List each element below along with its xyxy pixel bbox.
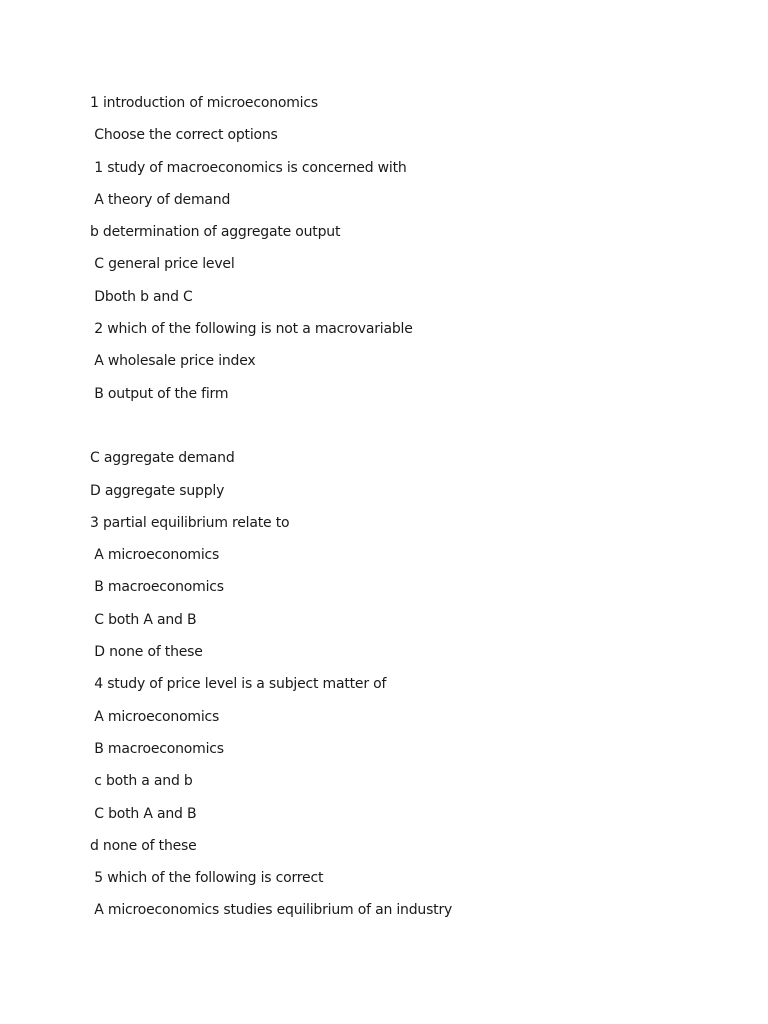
- question-4-option-c-lower: c both a and b: [90, 773, 193, 790]
- question-4: 4 study of price level is a subject matter of: [90, 676, 387, 693]
- question-1-option-d: Dboth b and C: [90, 288, 193, 305]
- question-1-option-b: b determination of aggregate output: [90, 224, 341, 241]
- question-2-option-d: D aggregate supply: [90, 482, 225, 499]
- question-1: 1 study of macroeconomics is concerned with: [90, 159, 407, 176]
- question-3-option-d: D none of these: [90, 644, 203, 661]
- question-2: 2 which of the following is not a macrovariable: [90, 321, 413, 338]
- blank-line: [90, 416, 710, 448]
- document-body: [90, 93, 710, 933]
- question-3-option-a: A microeconomics: [90, 547, 220, 564]
- question-2-option-b: B output of the firm: [90, 385, 229, 402]
- question-1-option-c: C general price level: [90, 256, 235, 273]
- question-5: 5 which of the following is correct: [90, 870, 324, 887]
- question-3: 3 partial equilibrium relate to: [90, 514, 290, 531]
- question-2-option-a: A wholesale price index: [90, 353, 256, 370]
- question-4-option-b: B macroeconomics: [90, 740, 224, 757]
- question-1-option-a: A theory of demand: [90, 191, 231, 208]
- question-3-option-b: B macroeconomics: [90, 579, 224, 596]
- question-4-option-d: d none of these: [90, 837, 197, 854]
- question-3-option-c: C both A and B: [90, 611, 197, 628]
- question-2-option-c: C aggregate demand: [90, 450, 235, 467]
- question-4-option-a: A microeconomics: [90, 708, 220, 725]
- chapter-heading: 1 introduction of microeconomics: [90, 95, 318, 111]
- question-5-option-a: A microeconomics studies equilibrium of an industry: [90, 902, 453, 919]
- instruction-text: Choose the correct options: [90, 127, 278, 144]
- question-4-option-c: C both A and B: [90, 805, 197, 822]
